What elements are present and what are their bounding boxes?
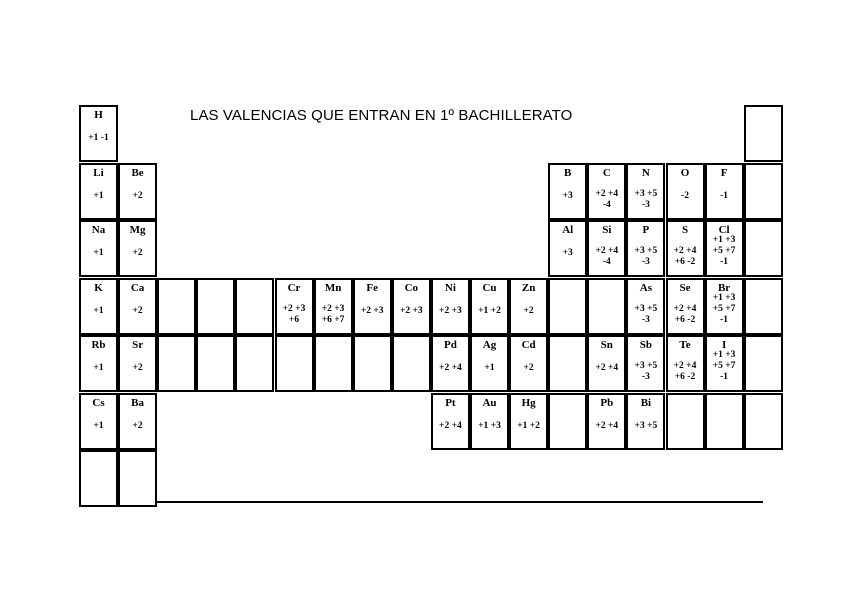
element-cell-pb [587,393,626,450]
element-symbol: Li [93,166,104,179]
element-symbol: C [602,166,611,179]
element-valences: +3 [562,248,573,258]
element-cell-sn [587,335,626,392]
element-valences: +2 [132,248,143,258]
empty-cell [666,393,705,450]
element-valences: +3 +5 [634,420,658,431]
element-symbol: Pd [443,339,457,351]
element-symbol: Te [679,339,691,351]
element-symbol: Al [562,224,574,236]
element-symbol: Rb [91,339,106,351]
element-valences: +2 [523,363,534,373]
element-cell-cs [79,393,118,450]
empty-cell [587,278,626,335]
element-symbol: Sn [600,339,613,351]
element-cell-cl [705,220,744,277]
element-valences: +1 -1 [88,133,109,143]
element-symbol: F [720,166,728,179]
element-valences: +2 +3 +6 +7 [321,303,345,325]
empty-cell [314,335,353,392]
element-cell-co [392,278,431,335]
element-valences: +1 [93,305,104,316]
element-valences: +2 +4 -4 [595,188,619,210]
element-cell-al [548,220,587,277]
element-cell-f [705,163,744,220]
element-cell-fe [353,278,392,335]
element-valences: +2 +4 [439,363,462,373]
element-cell-te [666,335,705,392]
element-symbol: N [641,166,650,179]
element-valences: +1 [93,248,104,258]
element-valences: +2 +3 +6 [282,303,306,325]
element-cell-si [587,220,626,277]
empty-cell [275,335,314,392]
empty-cell [548,278,587,335]
element-symbol: Cl [718,224,730,236]
element-symbol: Au [482,396,497,409]
empty-cell [392,335,431,392]
element-cell-s [666,220,705,277]
element-symbol: Mg [129,224,146,236]
element-valences: +2 +4 +6 -2 [673,246,697,267]
element-cell-o [666,163,705,220]
element-symbol: Co [404,281,419,294]
element-cell-k [79,278,118,335]
element-symbol: I [721,339,727,351]
empty-cell [744,335,783,392]
element-cell-cr [275,278,314,335]
element-cell-p [626,220,665,277]
element-valences: +1 [93,363,104,373]
element-valences: +3 +5 -3 [634,246,658,267]
element-cell-ag [470,335,509,392]
element-valences: +1 [484,363,495,373]
element-symbol: Cu [482,281,497,294]
element-valences: +2 [132,363,143,373]
element-symbol: S [681,224,689,236]
empty-cell [548,335,587,392]
element-cell-zn [509,278,548,335]
element-cell-as [626,278,665,335]
element-cell-h [79,105,118,162]
empty-cell [235,278,274,335]
element-symbol: Si [602,224,612,236]
empty-cell [744,105,783,162]
empty-cell [79,450,118,507]
element-cell-pd [431,335,470,392]
element-valences: +2 +4 +6 -2 [673,303,697,325]
element-cell-au [470,393,509,450]
element-symbol: Ba [131,396,145,409]
empty-cell [744,393,783,450]
element-symbol: Cd [521,339,536,351]
element-cell-mg [118,220,157,277]
element-valences: +2 +3 [399,305,423,316]
element-valences: +2 +4 -4 [595,246,619,267]
element-valences: +1 +3 +5 +7 -1 [712,235,736,267]
empty-cell [548,393,587,450]
element-cell-ba [118,393,157,450]
element-valences: +1 +2 [478,305,501,316]
element-symbol: Zn [521,281,536,294]
element-cell-sb [626,335,665,392]
element-symbol: Br [717,281,731,294]
element-valences: +1 +3 [478,420,501,431]
empty-cell [196,278,235,335]
element-symbol: Sr [132,339,144,351]
element-valences: +3 +5 -3 [634,361,658,382]
element-symbol: Ca [130,281,145,294]
empty-cell [157,335,196,392]
element-cell-be [118,163,157,220]
element-symbol: Ag [482,339,497,351]
element-valences: +1 +2 [517,420,540,431]
element-symbol: K [94,281,103,294]
element-valences: +2 +4 [439,420,462,431]
element-cell-na [79,220,118,277]
element-symbol: Cr [287,281,301,294]
element-symbol: Pb [600,396,614,409]
table-bottom-line [156,501,763,503]
element-cell-ca [118,278,157,335]
element-cell-sr [118,335,157,392]
element-symbol: Na [91,224,106,236]
element-symbol: H [94,109,103,121]
element-symbol: O [680,166,690,179]
element-valences: +3 +5 -3 [634,188,658,210]
element-valences: +2 [132,190,143,201]
element-symbol: Ni [444,281,456,294]
element-valences: +2 +3 [439,305,462,316]
element-symbol: Cs [92,396,105,409]
element-valences: +1 [93,190,104,201]
element-cell-hg [509,393,548,450]
element-valences: +2 [132,305,143,316]
element-symbol: Fe [366,281,378,294]
empty-cell [157,278,196,335]
element-symbol: Bi [640,396,652,409]
element-symbol: Pt [445,396,456,409]
element-symbol: As [639,281,652,294]
element-valences: +2 +4 [595,420,619,431]
element-valences: +2 +4 [595,363,619,373]
element-symbol: B [564,166,572,179]
element-cell-pt [431,393,470,450]
empty-cell [353,335,392,392]
page-title: LAS VALENCIAS QUE ENTRAN EN 1º BACHILLERATO [190,107,573,124]
empty-cell [705,393,744,450]
element-cell-li [79,163,118,220]
element-valences: +2 +4 +6 -2 [673,361,697,382]
element-cell-br [705,278,744,335]
element-cell-b [548,163,587,220]
element-valences: +2 +3 [360,305,384,316]
element-valences: -2 [681,190,689,201]
element-cell-mn [314,278,353,335]
empty-cell [196,335,235,392]
element-symbol: Mn [324,281,342,294]
element-valences: +1 +3 +5 +7 -1 [712,292,736,325]
empty-cell [744,220,783,277]
element-valences: +3 +5 -3 [634,303,658,325]
element-cell-i [705,335,744,392]
empty-cell [744,163,783,220]
element-valences: +2 [523,305,534,316]
element-cell-cu [470,278,509,335]
empty-cell [118,450,157,507]
element-cell-rb [79,335,118,392]
element-valences: +3 [562,190,573,201]
empty-cell [235,335,274,392]
element-valences: -1 [720,190,729,201]
element-valences: +1 +3 +5 +7 -1 [712,350,736,382]
element-cell-se [666,278,705,335]
element-cell-bi [626,393,665,450]
element-symbol: Sb [639,339,653,351]
element-cell-c [587,163,626,220]
element-cell-n [626,163,665,220]
element-symbol: Hg [521,396,536,409]
element-valences: +1 [93,420,104,431]
element-symbol: P [642,224,650,236]
element-valences: +2 [132,420,143,431]
element-cell-ni [431,278,470,335]
element-cell-cd [509,335,548,392]
element-symbol: Be [131,166,144,179]
empty-cell [744,278,783,335]
element-symbol: Se [679,281,691,294]
